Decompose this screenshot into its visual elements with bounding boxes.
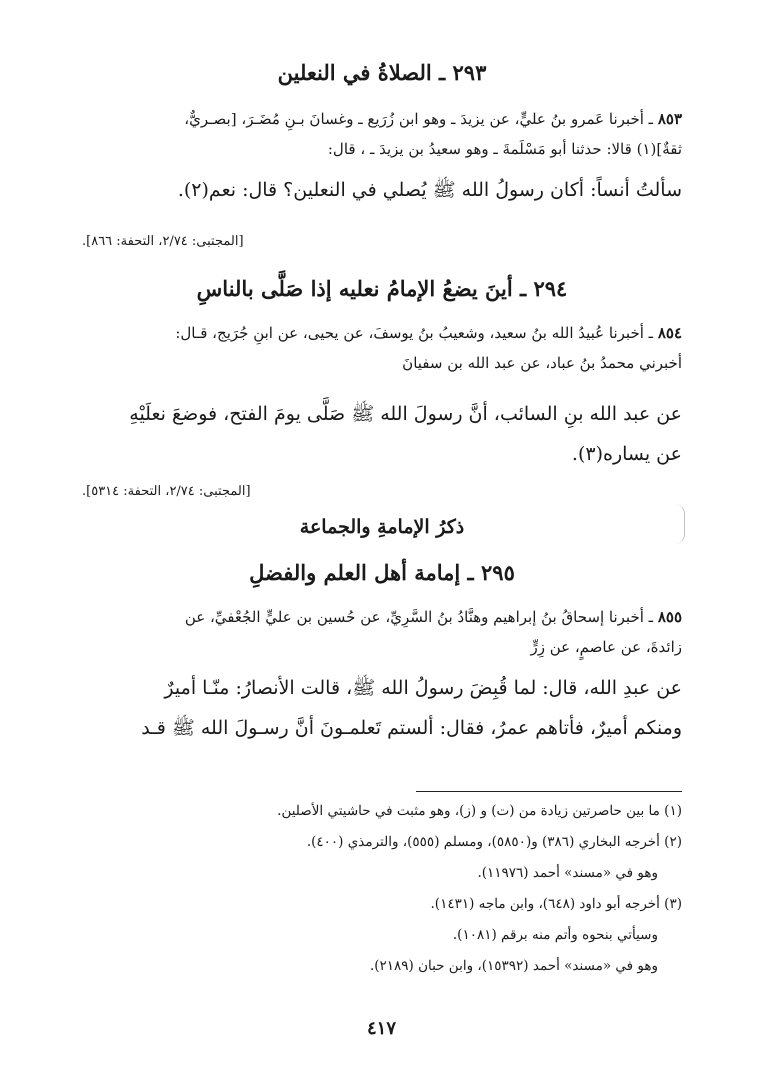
isnad-line: ـ أخبرنا عُبيدُ الله بنُ سعيد، وشعيبُ بنُ يوسفَ، عن يحيى، عن ابنِ جُرَيج، قـال: bbox=[175, 324, 654, 342]
page-number: ٤١٧ bbox=[366, 1018, 396, 1039]
hadith-853-isnad bbox=[82, 104, 682, 164]
margin-mark bbox=[674, 504, 685, 544]
hadith-854-isnad bbox=[82, 318, 682, 378]
matn-line: عن يساره(٣). bbox=[571, 443, 682, 465]
isnad-line: زائدةَ، عن عاصمٍ، عن زِرٍّ bbox=[530, 638, 682, 656]
matn-line: عن عبدِ الله، قال: لما قُبِضَ رسولُ الله ﷺ، قالت الأنصارُ: منّـا أميرٌ bbox=[164, 677, 682, 699]
chapter-heading-295: ٢٩٥ ـ إمامة أهل العلم والفضلِ bbox=[249, 560, 515, 585]
isnad-line: ـ أخبرنا إسحاقُ بنُ إبراهيم وهنَّادُ بنُ السَّرِيِّ، عن حُسين بن عليٍّ الجُعْفيِّ، عن bbox=[184, 608, 654, 626]
isnad-line: ـ أخبرنا عَمرو بنُ عليٍّ، عن يزيدَ ـ وهو ابن زُرَيع ـ وغسانَ بـنِ مُضَـرَ، [بصـريٌّ، bbox=[184, 110, 654, 128]
footnote-3: (٣) أخرجه أبو داود (٦٤٨)، وابن ماجه (١٤٣١). bbox=[430, 896, 682, 912]
hadith-855-matn bbox=[82, 668, 682, 748]
chapter-heading-294: ٢٩٤ ـ أينَ يضعُ الإمامُ نعليه إذا صَلَّى بالناسِ bbox=[196, 276, 568, 301]
section-heading: ذكرُ الإمامةِ والجماعة bbox=[299, 516, 465, 538]
hadith-854-reference: [المجتبى: ٢/٧٤، التحفة: ٥٣١٤]. bbox=[82, 484, 251, 499]
hadith-number: ٨٥٤ bbox=[657, 324, 682, 342]
footnote-1: (١) ما بين حاصرتين زيادة من (ت) و (ز)، وهو مثبت في حاشيتي الأصلين. bbox=[277, 803, 682, 819]
matn-line: عن عبد الله بنِ السائب، أنَّ رسولَ الله ﷺ صَلَّى يومَ الفتح، فوضعَ نعلَيْهِ bbox=[129, 403, 682, 425]
footnote-separator bbox=[416, 791, 682, 792]
footnote-2: (٢) أخرجه البخاري (٣٨٦) و(٥٨٥٠)، ومسلم (٥٥٥)، والترمذي (٤٠٠). bbox=[306, 834, 682, 850]
chapter-heading-293: ٢٩٣ ـ الصلاةُ في النعلين bbox=[277, 60, 487, 85]
hadith-853-matn: سألتُ أنساً: أكان رسولُ الله ﷺ يُصلي في النعلين؟ قال: نعم(٢). bbox=[177, 179, 682, 201]
hadith-855-isnad bbox=[82, 602, 682, 662]
footnote-2-continuation: وهو في «مسند» أحمد (١١٩٧٦). bbox=[477, 865, 658, 881]
hadith-854-matn bbox=[82, 394, 682, 474]
isnad-line: ثقةٌ](١) قالا: حدثنا أبو مَسْلَمةَ ـ وهو سعيدُ بن يزيدَ ـ ، قال: bbox=[327, 140, 682, 158]
hadith-853-reference: [المجتبى: ٢/٧٤، التحفة: ٨٦٦]. bbox=[82, 234, 244, 249]
footnote-3-continuation: وهو في «مسند» أحمد (١٥٣٩٢)، وابن حبان (٢١٨٩). bbox=[369, 958, 658, 974]
hadith-number: ٨٥٣ bbox=[657, 110, 682, 128]
hadith-number: ٨٥٥ bbox=[657, 608, 682, 626]
matn-line: ومنكم أميرٌ، فأتاهم عمرُ، فقال: ألستم تَعلمـونَ أنَّ رسـولَ الله ﷺ قـد bbox=[141, 717, 682, 739]
footnote-3-continuation: وسيأتي بنحوه وأتم منه برقم (١٠٨١). bbox=[452, 927, 658, 943]
isnad-line: أخبرني محمدُ بنُ عباد، عن عبد الله بن سفيانَ bbox=[402, 354, 682, 372]
footnotes bbox=[82, 796, 682, 982]
